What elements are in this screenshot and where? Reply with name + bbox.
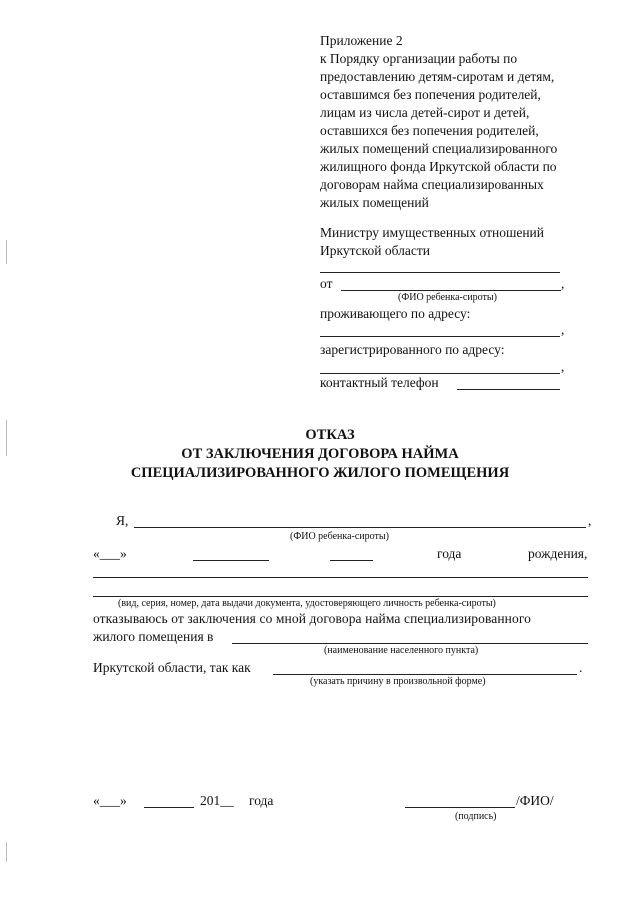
living-label: проживающего по адресу: (320, 306, 471, 321)
reason-field[interactable] (273, 674, 577, 675)
year-label: года (437, 546, 462, 561)
phone-field[interactable] (457, 389, 560, 390)
registered-address-field[interactable] (320, 373, 560, 374)
document-field[interactable] (93, 577, 588, 578)
sign-year: 201__ (200, 793, 234, 808)
refuse-text: отказываюсь от заключения со мной договора найма специализированного (93, 611, 532, 626)
signature-caption: (подпись) (455, 811, 497, 822)
reason-caption: (указать причину в произвольной форме) (310, 676, 486, 687)
header-line: к Порядку организации работы по (320, 51, 518, 66)
registered-label: зарегистрированного по адресу: (320, 342, 505, 357)
comma: , (561, 322, 565, 337)
blank-line[interactable] (320, 272, 560, 273)
settlement-field[interactable] (232, 643, 588, 644)
region-label: Иркутской области, так как (93, 660, 251, 675)
fio-caption: (ФИО ребенка-сироты) (290, 531, 389, 542)
comma: , (561, 276, 565, 291)
settlement-caption: (наименование населенного пункта) (324, 645, 479, 656)
from-label: от (320, 276, 333, 291)
header-line: жилых помещений (320, 195, 429, 210)
living-address-field[interactable] (320, 336, 560, 337)
sign-day: «___» (93, 793, 127, 808)
i-label: Я, (116, 513, 129, 528)
header-line: жилищного фонда Иркутской области по (320, 159, 557, 174)
fio-label: /ФИО/ (516, 793, 554, 808)
birth-label: рождения, (528, 546, 588, 561)
addressee-line: Иркутской области (320, 243, 431, 258)
header-line: жилых помещений специализированного (320, 141, 558, 156)
signature-field[interactable] (405, 807, 515, 808)
fio-caption: (ФИО ребенка-сироты) (398, 292, 497, 303)
title-line: СПЕЦИАЛИЗИРОВАННОГО ЖИЛОГО ПОМЕЩЕНИЯ (130, 465, 510, 481)
title-line: ОТКАЗ (305, 427, 355, 443)
sign-year-word: года (249, 793, 274, 808)
document-caption: (вид, серия, номер, дата выдачи документа, удостоверяющего личность ребенка-сироты) (118, 598, 496, 609)
document-field[interactable] (93, 596, 588, 597)
header-line: лицам из числа детей-сирот и детей, (320, 105, 530, 120)
header-line: договорам найма специализированных (320, 177, 544, 192)
scan-mark (6, 842, 7, 862)
title-line: ОТ ЗАКЛЮЧЕНИЯ ДОГОВОРА НАЙМА (181, 446, 459, 462)
birth-month-field[interactable] (193, 560, 269, 561)
comma: , (561, 359, 565, 374)
header-line: Приложение 2 (320, 33, 403, 48)
fio-field[interactable] (134, 527, 586, 528)
header-line: оставшимся без попечения родителей, (320, 87, 541, 102)
phone-label: контактный телефон (320, 375, 439, 390)
fio-field[interactable] (341, 290, 561, 291)
scan-mark (6, 240, 7, 264)
header-line: оставшихся без попечения родителей, (320, 123, 539, 138)
addressee-line: Министру имущественных отношений (320, 225, 545, 240)
birth-day: «___» (93, 546, 127, 561)
premises-label: жилого помещения в (93, 629, 214, 644)
birth-year-field[interactable] (330, 560, 373, 561)
comma: , (588, 513, 592, 528)
sign-month-field[interactable] (144, 807, 194, 808)
period: . (579, 660, 583, 675)
header-line: предоставлению детям-сиротам и детям, (320, 69, 555, 84)
